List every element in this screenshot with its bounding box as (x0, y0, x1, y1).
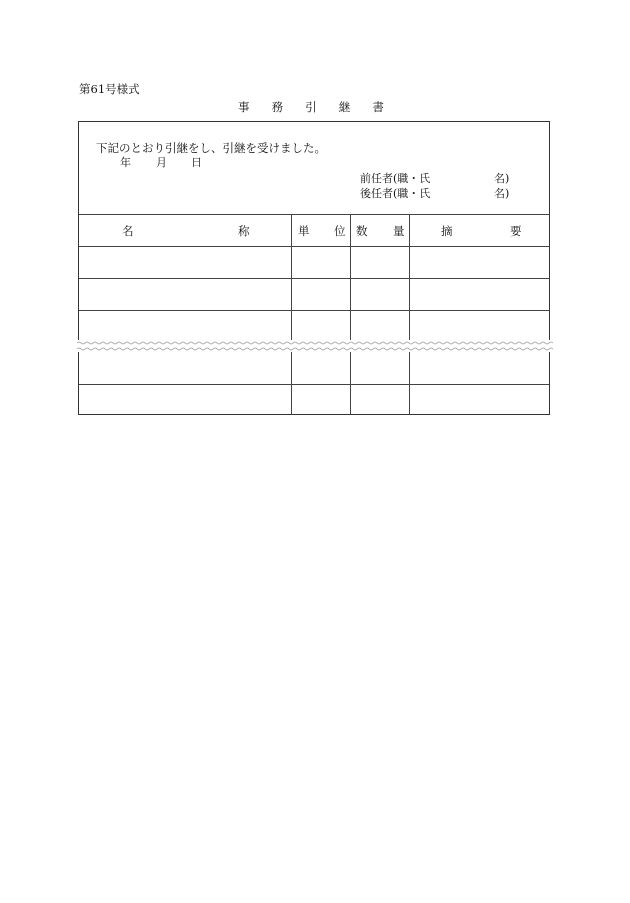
document-title (238, 99, 406, 115)
column-rule (291, 214, 292, 415)
header-quantity-2: 量 (393, 224, 405, 238)
title-char: 引 (305, 100, 317, 114)
header-name-1: 名 (122, 224, 134, 238)
header-unit-2: 位 (334, 224, 346, 238)
successor-suffix: 名) (494, 187, 510, 200)
form-frame (78, 121, 550, 415)
date-day: 日 (191, 156, 202, 169)
omission-wave-band (77, 340, 553, 352)
successor-label: 後任者(職・氏 (360, 187, 431, 200)
date-year: 年 (120, 156, 131, 169)
row-rule (79, 278, 549, 279)
title-char: 継 (338, 100, 351, 114)
header-unit-1: 単 (298, 224, 310, 238)
header-name-2: 称 (238, 224, 250, 238)
predecessor-suffix: 名) (494, 172, 510, 185)
header-quantity-1: 数 (356, 224, 368, 238)
header-top-rule (79, 214, 549, 215)
date-month: 月 (156, 156, 167, 169)
column-rule (350, 214, 351, 415)
column-rule (409, 214, 410, 415)
header-remarks-2: 要 (510, 224, 522, 238)
row-rule (79, 384, 549, 385)
form-number: 第61号様式 (79, 82, 140, 96)
title-char: 事 (238, 100, 250, 114)
predecessor-label: 前任者(職・氏 (360, 172, 431, 185)
statement-text: 下記のとおり引継をし、引継を受けました。 (96, 141, 326, 155)
row-rule (79, 310, 549, 311)
title-char: 書 (372, 100, 384, 114)
header-bottom-rule (79, 246, 549, 247)
title-char: 務 (271, 100, 284, 114)
header-remarks-1: 摘 (441, 224, 453, 238)
